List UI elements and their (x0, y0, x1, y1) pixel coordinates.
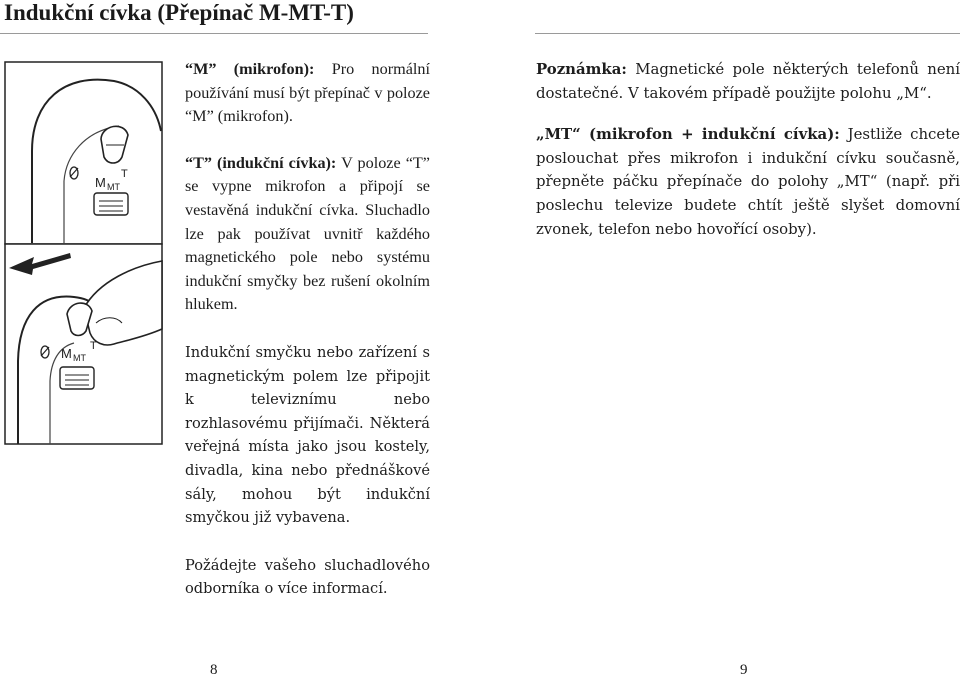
page-title: Indukční cívka (Přepínač M-MT-T) (4, 0, 354, 25)
switch-label-t: T (121, 168, 128, 180)
term-mode-mt: „MT“ (mikrofon + indukční cívka): (536, 125, 840, 144)
text-mode-mt: Jestliže chcete poslouchat přes mikrofon i indukční cívku současně, přepněte páčku přepínače do polohy „MT“ (např. při poslechu televize budete chtít ještě slyšet domovní zvonek, telefon nebo hovořící osoby). (536, 125, 960, 238)
term-mode-m: “M” (mikrofon): (185, 60, 315, 78)
right-text-column (536, 58, 960, 241)
paragraph-mode-t (185, 152, 430, 317)
title-rule-left (0, 33, 428, 34)
term-mode-t: “T” (indukční cívka): (185, 153, 337, 172)
switch-label-m-bottom: M (61, 346, 72, 361)
page-number-left: 8 (210, 662, 218, 678)
switch-label-mt: MT (107, 182, 120, 192)
switch-label-t-bottom: T (90, 340, 97, 352)
text-mode-t: V poloze “T” se vypne mikrofon a připojí se vestavěná indukční cívka. Sluchadlo lze pak používat uvnitř každého magnetického pole nebo systému indukční smyčky bez rušení okolním hlukem. (185, 153, 430, 314)
left-text-column (185, 58, 430, 601)
page-number-right: 9 (740, 662, 748, 678)
title-rule-right (535, 33, 960, 34)
paragraph-mode-m (185, 58, 430, 129)
paragraph-ask-specialist: Požádejte vašeho sluchadlového odborníka o více informací. (185, 556, 430, 598)
switch-label-m: M (95, 175, 106, 190)
paragraph-note (536, 58, 960, 105)
paragraph-induction-loop: Indukční smyčku nebo zařízení s magnetickým polem lze připojit k televiznímu nebo rozhlasovému přijímači. Některá veřejná místa jako jsou kostely, divadla, kina nebo přednáškové sály, mohou být indukční smyčkou již vybavena. (185, 343, 430, 527)
hearing-aid-switch-illustration (4, 61, 164, 446)
text-note: Magnetické pole některých telefonů není dostatečné. V takovém případě použijte polohu „M“. (536, 60, 960, 102)
text-mode-m: Pro normální používání musí být přepínač v poloze “M” (mikrofon). (185, 60, 430, 126)
term-note: Poznámka: (536, 60, 627, 78)
paragraph-mode-mt (536, 123, 960, 241)
switch-label-mt-bottom: MT (73, 353, 86, 363)
